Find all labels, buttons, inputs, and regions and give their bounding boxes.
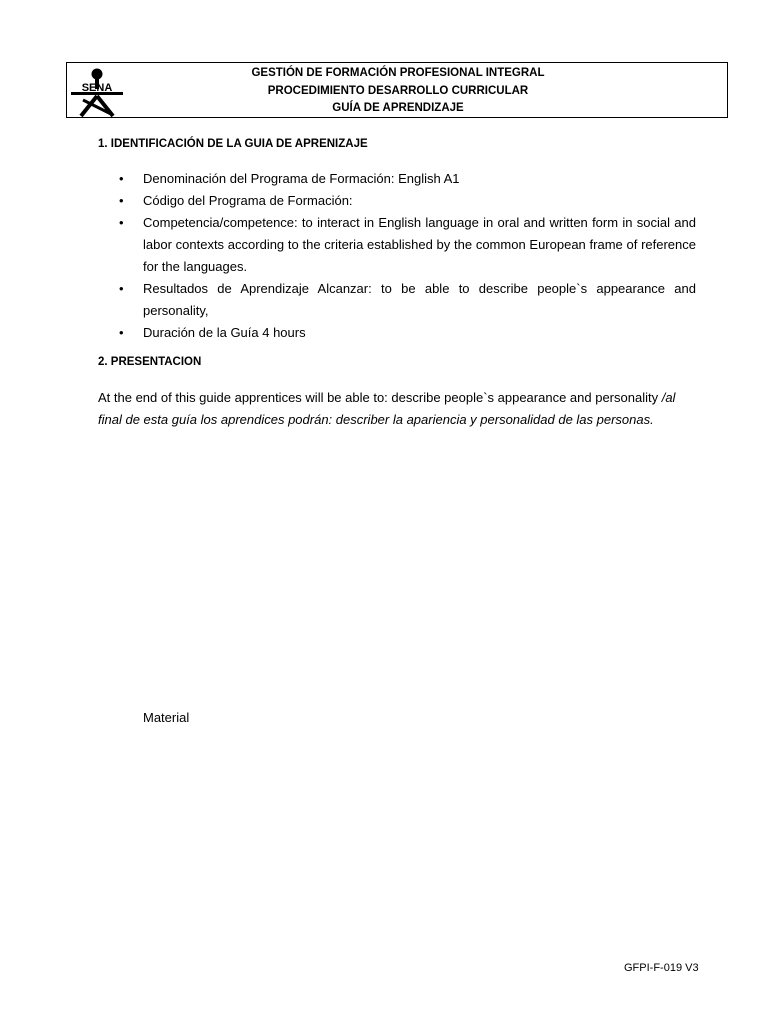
list-item-text: Denominación del Programa de Formación: English A1 (143, 171, 460, 186)
bullet-icon: • (119, 215, 124, 230)
footer-form-code: GFPI-F-019 V3 (624, 962, 699, 974)
header-line-2: PROCEDIMIENTO DESARROLLO CURRICULAR (267, 84, 529, 97)
document-header (66, 62, 728, 118)
identification-list (98, 168, 696, 344)
list-item-text: Resultados de Aprendizaje Alcanzar: to be able to describe people`s appearance and personality, (143, 281, 696, 318)
list-item-text: Duración de la Guía 4 hours (143, 325, 306, 340)
presentation-english: At the end of this guide apprentices will be able to: describe people`s appearance and personality (98, 390, 662, 405)
header-line-1: GESTIÓN DE FORMACIÓN PROFESIONAL INTEGRAL (251, 67, 545, 79)
presentation-spanish: /al final de esta guía los aprendices podrán: describer la apariencia y personalidad de las personas. (98, 390, 676, 427)
list-item-text: Competencia/competence: to interact in English language in oral and written form in social and labor contexts according to the criteria established by the common European frame of reference for the languages. (143, 215, 696, 274)
list-item (98, 322, 696, 344)
list-item (98, 278, 696, 322)
bullet-icon: • (119, 171, 124, 186)
bullet-icon: • (119, 193, 124, 208)
header-line-3: GUÍA DE APRENDIZAJE (332, 102, 464, 114)
list-item (98, 168, 696, 190)
bullet-icon: • (119, 281, 124, 296)
presentation-paragraph (98, 387, 698, 431)
logo-text: SENA (81, 82, 113, 94)
section-1-title: 1. IDENTIFICACIÓN DE LA GUIA DE APRENIZAJE (98, 138, 368, 150)
header-title-block (67, 65, 729, 118)
list-item-text: Código del Programa de Formación: (143, 193, 353, 208)
bullet-icon: • (119, 325, 124, 340)
list-item (98, 212, 696, 278)
section-2-title: 2. PRESENTACION (98, 356, 202, 368)
list-item (98, 190, 696, 212)
material-label: Material (143, 710, 190, 725)
